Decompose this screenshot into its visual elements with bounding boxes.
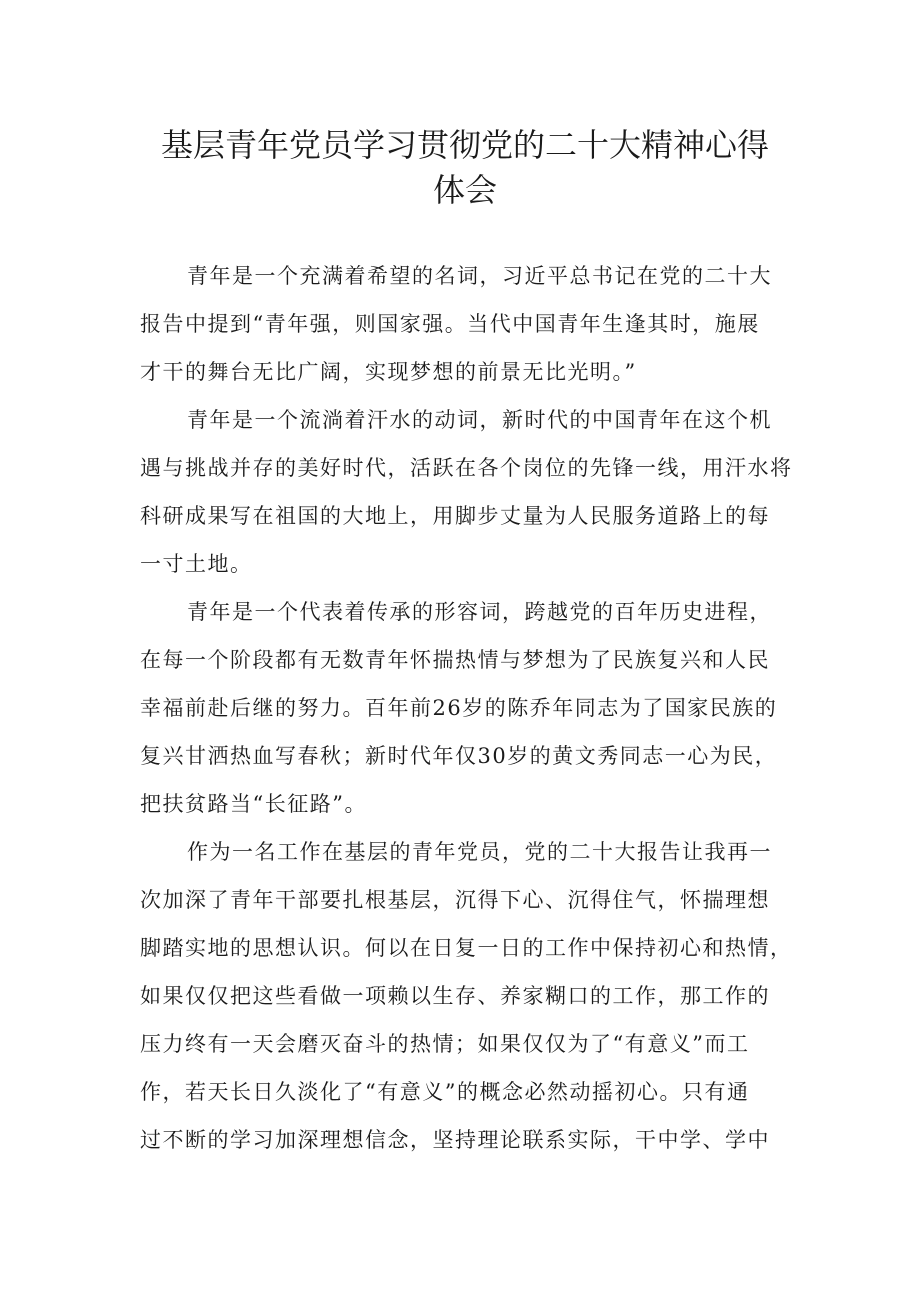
paragraph-1-line-1: 青年是一个充满着希望的名词，习近平总书记在党的二十大 — [187, 264, 772, 288]
paragraph-4-line-4: 如果仅仅把这些看做一项赖以生存、养家糊口的工作，那工作的 — [140, 984, 770, 1008]
paragraph-2-line-4: 一寸土地。 — [140, 552, 253, 576]
paragraph-3-line-5: 把扶贫路当“长征路”。 — [140, 792, 367, 816]
paragraph-2-line-1: 青年是一个流淌着汗水的动词，新时代的中国青年在这个机 — [187, 408, 772, 432]
document-title-line-1: 基层青年党员学习贯彻党的二十大精神心得 — [160, 126, 769, 164]
paragraph-4-line-1: 作为一名工作在基层的青年党员，党的二十大报告让我再一 — [187, 840, 772, 864]
paragraph-1-line-2: 报告中提到“青年强，则国家强。当代中国青年生逢其时，施展 — [140, 312, 760, 336]
paragraph-3-line-2: 在每一个阶段都有无数青年怀揣热情与梦想为了民族复兴和人民 — [140, 648, 770, 672]
paragraph-4-line-6: 作，若天长日久淡化了“有意义”的概念必然动摇初心。只有通 — [140, 1080, 750, 1104]
paragraph-4-line-5: 压力终有一天会磨灭奋斗的热情；如果仅仅为了“有意义”而工 — [140, 1032, 750, 1056]
paragraph-3-line-1: 青年是一个代表着传承的形容词，跨越党的百年历史进程， — [187, 600, 772, 624]
paragraph-2-line-2: 遇与挑战并存的美好时代，活跃在各个岗位的先锋一线，用汗水将 — [140, 456, 793, 480]
document-title-line-2: 体会 — [432, 171, 497, 209]
paragraph-3-line-4: 复兴甘洒热血写春秋；新时代年仅30岁的黄文秀同志一心为民， — [140, 744, 778, 768]
paragraph-4-line-7: 过不断的学习加深理想信念，坚持理论联系实际，干中学、学中 — [140, 1128, 770, 1152]
paragraph-2-line-3: 科研成果写在祖国的大地上，用脚步丈量为人民服务道路上的每 — [140, 504, 770, 528]
paragraph-1-line-3: 才干的舞台无比广阔，实现梦想的前景无比光明。” — [140, 360, 637, 384]
paragraph-3-line-3: 幸福前赴后继的努力。百年前26岁的陈乔年同志为了国家民族的 — [140, 696, 778, 720]
paragraph-4-line-3: 脚踏实地的思想认识。何以在日复一日的工作中保持初心和热情， — [140, 936, 793, 960]
paragraph-4-line-2: 次加深了青年干部要扎根基层，沉得下心、沉得住气，怀揣理想 — [140, 888, 770, 912]
